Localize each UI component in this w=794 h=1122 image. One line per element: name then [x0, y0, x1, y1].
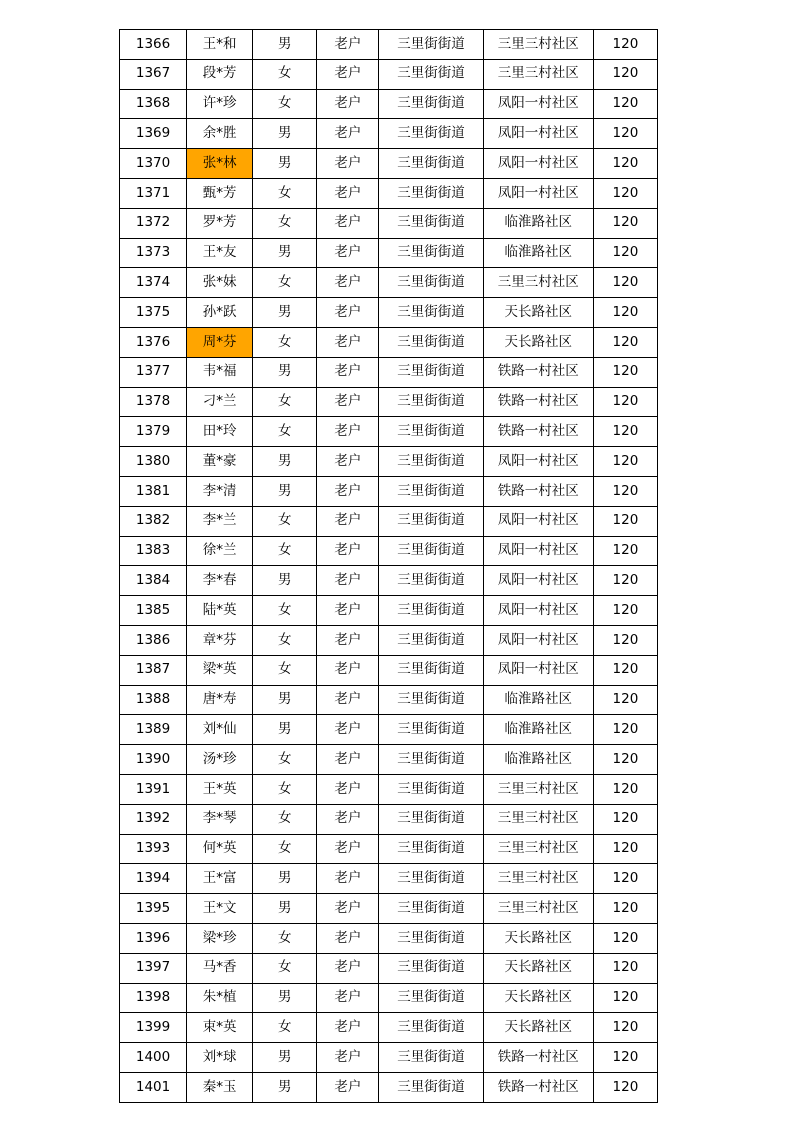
gender-cell: 男	[253, 149, 317, 179]
name-cell: 韦*福	[187, 357, 253, 387]
street-cell: 三里街街道	[379, 506, 483, 536]
name-cell: 张*林	[187, 149, 253, 179]
community-cell: 三里三村社区	[483, 804, 593, 834]
roster-body	[120, 30, 658, 1103]
gender-cell: 女	[253, 1013, 317, 1043]
name-cell: 章*芬	[187, 625, 253, 655]
household-type-cell: 老户	[317, 59, 379, 89]
household-type-cell: 老户	[317, 476, 379, 506]
household-type-cell: 老户	[317, 774, 379, 804]
name-cell: 甄*芳	[187, 178, 253, 208]
street-cell: 三里街街道	[379, 864, 483, 894]
street-cell: 三里街街道	[379, 625, 483, 655]
community-cell: 凤阳一村社区	[483, 625, 593, 655]
row-number-cell: 1384	[120, 566, 187, 596]
street-cell: 三里街街道	[379, 804, 483, 834]
table-row	[120, 1013, 658, 1043]
amount-cell: 120	[593, 774, 657, 804]
table-row	[120, 566, 658, 596]
row-number-cell: 1401	[120, 1072, 187, 1102]
name-cell: 段*芳	[187, 59, 253, 89]
table-row	[120, 268, 658, 298]
street-cell: 三里街街道	[379, 596, 483, 626]
household-type-cell: 老户	[317, 417, 379, 447]
table-row	[120, 238, 658, 268]
row-number-cell: 1394	[120, 864, 187, 894]
community-cell: 凤阳一村社区	[483, 596, 593, 626]
community-cell: 临淮路社区	[483, 745, 593, 775]
table-row	[120, 208, 658, 238]
household-type-cell: 老户	[317, 894, 379, 924]
street-cell: 三里街街道	[379, 983, 483, 1013]
amount-cell: 120	[593, 983, 657, 1013]
name-cell: 张*妹	[187, 268, 253, 298]
household-type-cell: 老户	[317, 983, 379, 1013]
community-cell: 铁路一村社区	[483, 357, 593, 387]
street-cell: 三里街街道	[379, 685, 483, 715]
row-number-cell: 1385	[120, 596, 187, 626]
household-type-cell: 老户	[317, 327, 379, 357]
gender-cell: 男	[253, 715, 317, 745]
gender-cell: 男	[253, 357, 317, 387]
street-cell: 三里街街道	[379, 208, 483, 238]
name-cell: 何*英	[187, 834, 253, 864]
table-row	[120, 30, 658, 60]
row-number-cell: 1381	[120, 476, 187, 506]
table-row	[120, 685, 658, 715]
amount-cell: 120	[593, 1013, 657, 1043]
street-cell: 三里街街道	[379, 745, 483, 775]
community-cell: 铁路一村社区	[483, 387, 593, 417]
household-type-cell: 老户	[317, 596, 379, 626]
gender-cell: 女	[253, 625, 317, 655]
table-row	[120, 983, 658, 1013]
gender-cell: 女	[253, 417, 317, 447]
name-cell: 束*英	[187, 1013, 253, 1043]
community-cell: 临淮路社区	[483, 715, 593, 745]
table-row	[120, 357, 658, 387]
table-row	[120, 59, 658, 89]
row-number-cell: 1389	[120, 715, 187, 745]
row-number-cell: 1368	[120, 89, 187, 119]
street-cell: 三里街街道	[379, 30, 483, 60]
name-cell: 许*珍	[187, 89, 253, 119]
amount-cell: 120	[593, 1072, 657, 1102]
household-type-cell: 老户	[317, 953, 379, 983]
row-number-cell: 1375	[120, 298, 187, 328]
household-type-cell: 老户	[317, 625, 379, 655]
gender-cell: 男	[253, 894, 317, 924]
household-type-cell: 老户	[317, 745, 379, 775]
name-cell: 王*富	[187, 864, 253, 894]
amount-cell: 120	[593, 923, 657, 953]
gender-cell: 女	[253, 208, 317, 238]
household-type-cell: 老户	[317, 89, 379, 119]
amount-cell: 120	[593, 804, 657, 834]
gender-cell: 女	[253, 834, 317, 864]
row-number-cell: 1400	[120, 1043, 187, 1073]
street-cell: 三里街街道	[379, 149, 483, 179]
community-cell: 凤阳一村社区	[483, 536, 593, 566]
name-cell: 刘*球	[187, 1043, 253, 1073]
name-cell: 田*玲	[187, 417, 253, 447]
gender-cell: 女	[253, 745, 317, 775]
community-cell: 凤阳一村社区	[483, 655, 593, 685]
amount-cell: 120	[593, 208, 657, 238]
gender-cell: 女	[253, 89, 317, 119]
name-cell: 梁*英	[187, 655, 253, 685]
row-number-cell: 1376	[120, 327, 187, 357]
household-type-cell: 老户	[317, 357, 379, 387]
community-cell: 凤阳一村社区	[483, 178, 593, 208]
name-cell: 徐*兰	[187, 536, 253, 566]
household-type-cell: 老户	[317, 119, 379, 149]
row-number-cell: 1377	[120, 357, 187, 387]
amount-cell: 120	[593, 953, 657, 983]
amount-cell: 120	[593, 327, 657, 357]
amount-cell: 120	[593, 1043, 657, 1073]
community-cell: 三里三村社区	[483, 59, 593, 89]
table-row	[120, 149, 658, 179]
table-row	[120, 1043, 658, 1073]
name-cell: 陆*英	[187, 596, 253, 626]
street-cell: 三里街街道	[379, 89, 483, 119]
community-cell: 凤阳一村社区	[483, 119, 593, 149]
row-number-cell: 1371	[120, 178, 187, 208]
gender-cell: 女	[253, 327, 317, 357]
gender-cell: 男	[253, 447, 317, 477]
row-number-cell: 1378	[120, 387, 187, 417]
amount-cell: 120	[593, 387, 657, 417]
amount-cell: 120	[593, 834, 657, 864]
gender-cell: 男	[253, 983, 317, 1013]
household-type-cell: 老户	[317, 536, 379, 566]
household-type-cell: 老户	[317, 1043, 379, 1073]
amount-cell: 120	[593, 59, 657, 89]
name-cell: 余*胜	[187, 119, 253, 149]
gender-cell: 男	[253, 1072, 317, 1102]
community-cell: 天长路社区	[483, 298, 593, 328]
amount-cell: 120	[593, 655, 657, 685]
gender-cell: 男	[253, 864, 317, 894]
community-cell: 临淮路社区	[483, 685, 593, 715]
amount-cell: 120	[593, 625, 657, 655]
gender-cell: 男	[253, 238, 317, 268]
gender-cell: 女	[253, 774, 317, 804]
household-type-cell: 老户	[317, 268, 379, 298]
community-cell: 凤阳一村社区	[483, 149, 593, 179]
gender-cell: 女	[253, 596, 317, 626]
amount-cell: 120	[593, 566, 657, 596]
gender-cell: 女	[253, 953, 317, 983]
name-cell: 李*兰	[187, 506, 253, 536]
name-cell: 罗*芳	[187, 208, 253, 238]
row-number-cell: 1391	[120, 774, 187, 804]
gender-cell: 男	[253, 1043, 317, 1073]
street-cell: 三里街街道	[379, 387, 483, 417]
row-number-cell: 1367	[120, 59, 187, 89]
table-row	[120, 715, 658, 745]
table-row	[120, 327, 658, 357]
household-type-cell: 老户	[317, 834, 379, 864]
row-number-cell: 1366	[120, 30, 187, 60]
name-cell: 王*友	[187, 238, 253, 268]
household-type-cell: 老户	[317, 715, 379, 745]
gender-cell: 女	[253, 387, 317, 417]
amount-cell: 120	[593, 178, 657, 208]
community-cell: 三里三村社区	[483, 30, 593, 60]
table-row	[120, 447, 658, 477]
community-cell: 三里三村社区	[483, 864, 593, 894]
table-row	[120, 476, 658, 506]
table-row	[120, 864, 658, 894]
household-type-cell: 老户	[317, 566, 379, 596]
amount-cell: 120	[593, 89, 657, 119]
name-cell: 王*英	[187, 774, 253, 804]
row-number-cell: 1387	[120, 655, 187, 685]
amount-cell: 120	[593, 357, 657, 387]
community-cell: 三里三村社区	[483, 774, 593, 804]
table-row	[120, 1072, 658, 1102]
community-cell: 临淮路社区	[483, 208, 593, 238]
gender-cell: 女	[253, 59, 317, 89]
household-type-cell: 老户	[317, 208, 379, 238]
household-type-cell: 老户	[317, 238, 379, 268]
street-cell: 三里街街道	[379, 268, 483, 298]
household-type-cell: 老户	[317, 923, 379, 953]
community-cell: 天长路社区	[483, 923, 593, 953]
street-cell: 三里街街道	[379, 953, 483, 983]
household-type-cell: 老户	[317, 1013, 379, 1043]
street-cell: 三里街街道	[379, 1072, 483, 1102]
table-row	[120, 417, 658, 447]
gender-cell: 女	[253, 268, 317, 298]
street-cell: 三里街街道	[379, 357, 483, 387]
table-row	[120, 953, 658, 983]
name-cell: 李*琴	[187, 804, 253, 834]
name-cell: 唐*寿	[187, 685, 253, 715]
gender-cell: 女	[253, 178, 317, 208]
street-cell: 三里街街道	[379, 298, 483, 328]
street-cell: 三里街街道	[379, 476, 483, 506]
community-cell: 铁路一村社区	[483, 476, 593, 506]
table-row	[120, 625, 658, 655]
name-cell: 刁*兰	[187, 387, 253, 417]
gender-cell: 女	[253, 923, 317, 953]
gender-cell: 男	[253, 298, 317, 328]
name-cell: 汤*珍	[187, 745, 253, 775]
amount-cell: 120	[593, 30, 657, 60]
amount-cell: 120	[593, 864, 657, 894]
household-type-cell: 老户	[317, 178, 379, 208]
row-number-cell: 1399	[120, 1013, 187, 1043]
street-cell: 三里街街道	[379, 1043, 483, 1073]
table-row	[120, 923, 658, 953]
amount-cell: 120	[593, 417, 657, 447]
community-cell: 天长路社区	[483, 327, 593, 357]
row-number-cell: 1393	[120, 834, 187, 864]
name-cell: 王*和	[187, 30, 253, 60]
street-cell: 三里街街道	[379, 178, 483, 208]
table-row	[120, 894, 658, 924]
community-cell: 凤阳一村社区	[483, 89, 593, 119]
name-cell: 梁*珍	[187, 923, 253, 953]
gender-cell: 男	[253, 30, 317, 60]
household-type-cell: 老户	[317, 685, 379, 715]
street-cell: 三里街街道	[379, 447, 483, 477]
table-row	[120, 178, 658, 208]
row-number-cell: 1392	[120, 804, 187, 834]
community-cell: 天长路社区	[483, 1013, 593, 1043]
table-row	[120, 89, 658, 119]
row-number-cell: 1379	[120, 417, 187, 447]
community-cell: 三里三村社区	[483, 268, 593, 298]
name-cell: 李*清	[187, 476, 253, 506]
name-cell: 周*芬	[187, 327, 253, 357]
row-number-cell: 1395	[120, 894, 187, 924]
table-row	[120, 745, 658, 775]
amount-cell: 120	[593, 596, 657, 626]
row-number-cell: 1398	[120, 983, 187, 1013]
amount-cell: 120	[593, 149, 657, 179]
row-number-cell: 1388	[120, 685, 187, 715]
street-cell: 三里街街道	[379, 536, 483, 566]
community-cell: 凤阳一村社区	[483, 506, 593, 536]
community-cell: 天长路社区	[483, 983, 593, 1013]
community-cell: 临淮路社区	[483, 238, 593, 268]
household-type-cell: 老户	[317, 804, 379, 834]
household-type-cell: 老户	[317, 864, 379, 894]
street-cell: 三里街街道	[379, 923, 483, 953]
street-cell: 三里街街道	[379, 238, 483, 268]
gender-cell: 女	[253, 655, 317, 685]
row-number-cell: 1383	[120, 536, 187, 566]
community-cell: 铁路一村社区	[483, 1072, 593, 1102]
amount-cell: 120	[593, 447, 657, 477]
name-cell: 孙*跃	[187, 298, 253, 328]
row-number-cell: 1373	[120, 238, 187, 268]
table-row	[120, 536, 658, 566]
name-cell: 董*豪	[187, 447, 253, 477]
street-cell: 三里街街道	[379, 566, 483, 596]
household-type-cell: 老户	[317, 447, 379, 477]
table-row	[120, 119, 658, 149]
amount-cell: 120	[593, 268, 657, 298]
row-number-cell: 1390	[120, 745, 187, 775]
table-row	[120, 387, 658, 417]
community-cell: 凤阳一村社区	[483, 566, 593, 596]
street-cell: 三里街街道	[379, 1013, 483, 1043]
name-cell: 刘*仙	[187, 715, 253, 745]
table-row	[120, 774, 658, 804]
street-cell: 三里街街道	[379, 774, 483, 804]
community-cell: 铁路一村社区	[483, 1043, 593, 1073]
gender-cell: 男	[253, 685, 317, 715]
row-number-cell: 1370	[120, 149, 187, 179]
table-row	[120, 506, 658, 536]
row-number-cell: 1380	[120, 447, 187, 477]
amount-cell: 120	[593, 894, 657, 924]
table-row	[120, 655, 658, 685]
household-type-cell: 老户	[317, 655, 379, 685]
household-type-cell: 老户	[317, 298, 379, 328]
row-number-cell: 1372	[120, 208, 187, 238]
household-type-cell: 老户	[317, 1072, 379, 1102]
name-cell: 李*春	[187, 566, 253, 596]
amount-cell: 120	[593, 476, 657, 506]
amount-cell: 120	[593, 506, 657, 536]
gender-cell: 男	[253, 476, 317, 506]
community-cell: 铁路一村社区	[483, 417, 593, 447]
community-cell: 三里三村社区	[483, 894, 593, 924]
community-cell: 天长路社区	[483, 953, 593, 983]
table-row	[120, 596, 658, 626]
name-cell: 秦*玉	[187, 1072, 253, 1102]
roster-table	[119, 29, 658, 1103]
name-cell: 马*香	[187, 953, 253, 983]
amount-cell: 120	[593, 238, 657, 268]
community-cell: 凤阳一村社区	[483, 447, 593, 477]
community-cell: 三里三村社区	[483, 834, 593, 864]
table-row	[120, 804, 658, 834]
row-number-cell: 1382	[120, 506, 187, 536]
street-cell: 三里街街道	[379, 327, 483, 357]
amount-cell: 120	[593, 685, 657, 715]
name-cell: 朱*植	[187, 983, 253, 1013]
row-number-cell: 1369	[120, 119, 187, 149]
amount-cell: 120	[593, 119, 657, 149]
gender-cell: 女	[253, 536, 317, 566]
gender-cell: 男	[253, 119, 317, 149]
street-cell: 三里街街道	[379, 417, 483, 447]
table-row	[120, 834, 658, 864]
household-type-cell: 老户	[317, 149, 379, 179]
amount-cell: 120	[593, 715, 657, 745]
household-type-cell: 老户	[317, 506, 379, 536]
amount-cell: 120	[593, 298, 657, 328]
row-number-cell: 1374	[120, 268, 187, 298]
name-cell: 王*文	[187, 894, 253, 924]
gender-cell: 男	[253, 566, 317, 596]
street-cell: 三里街街道	[379, 715, 483, 745]
street-cell: 三里街街道	[379, 834, 483, 864]
household-type-cell: 老户	[317, 30, 379, 60]
amount-cell: 120	[593, 536, 657, 566]
street-cell: 三里街街道	[379, 119, 483, 149]
amount-cell: 120	[593, 745, 657, 775]
row-number-cell: 1397	[120, 953, 187, 983]
gender-cell: 女	[253, 506, 317, 536]
row-number-cell: 1396	[120, 923, 187, 953]
household-type-cell: 老户	[317, 387, 379, 417]
street-cell: 三里街街道	[379, 655, 483, 685]
row-number-cell: 1386	[120, 625, 187, 655]
street-cell: 三里街街道	[379, 59, 483, 89]
gender-cell: 女	[253, 804, 317, 834]
table-row	[120, 298, 658, 328]
street-cell: 三里街街道	[379, 894, 483, 924]
